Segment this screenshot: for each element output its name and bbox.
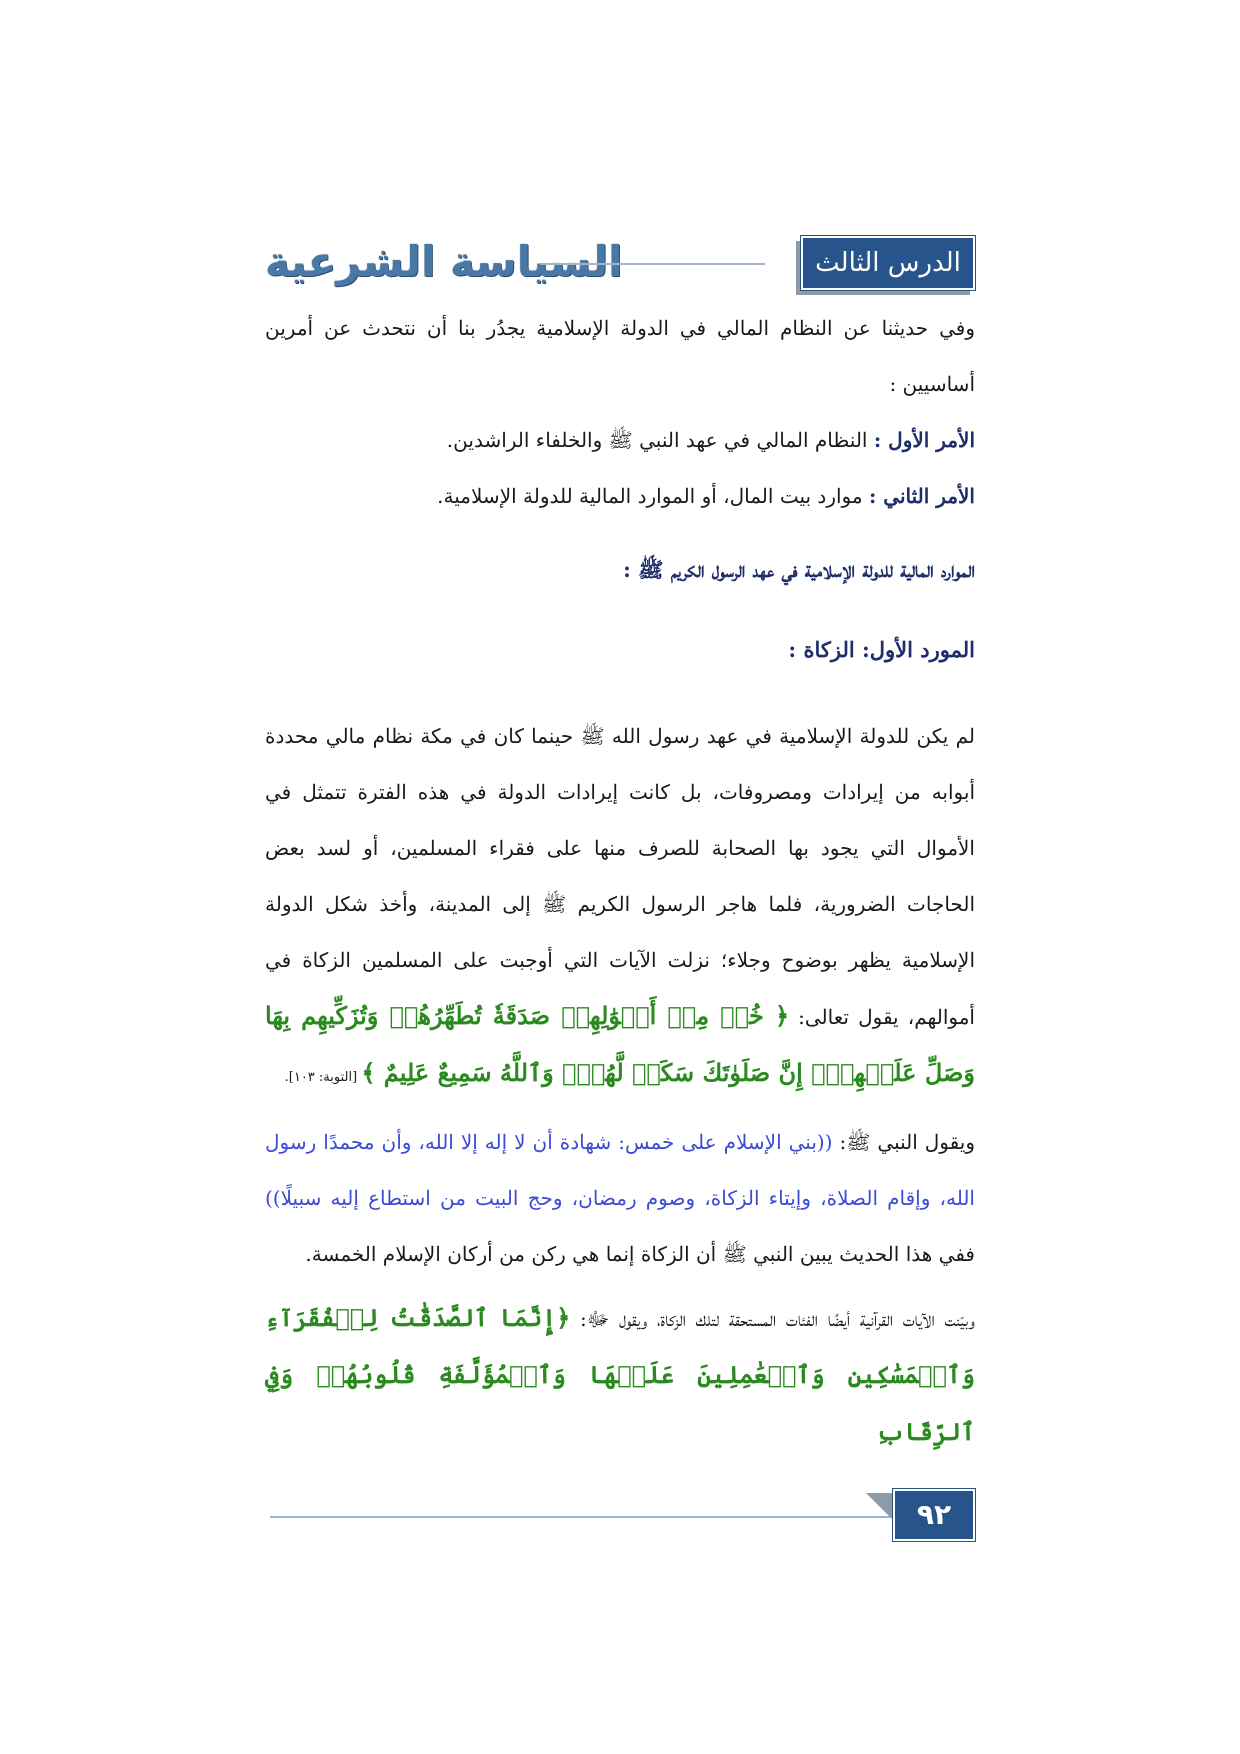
- book-title: السياسة الشرعية: [265, 237, 623, 286]
- footer-divider: [270, 1516, 890, 1518]
- zakat-paragraph: [265, 708, 975, 1106]
- header-divider: [540, 263, 765, 265]
- first-item: [265, 412, 975, 468]
- section-heading: الموارد المالية للدولة الإسلامية في عهد الرسول الكريم ﷺ :: [623, 557, 975, 582]
- first-item-text: النظام المالي في عهد النبي ﷺ والخلفاء الراشدين.: [446, 428, 874, 452]
- hadith-text: ((بني الإسلام على خمس: شهادة أن لا إله إلا الله، وأن محمدًا رسول الله، وإقام الصلاة، وإيتاء الزكاة، وصوم رمضان، وحج البيت من استطاع إليه سبيلًا)): [265, 1130, 975, 1210]
- quran-verse-sadaqat: ﴿إِنَّمَا ٱلصَّدَقَٰتُ لِلۡفُقَرَآءِ وَٱلۡمَسَٰكِينِ وَٱلۡعَٰمِلِينَ عَلَيۡهَا وَٱلۡمُؤَلَّفَةِ قُلُوبُهُمۡ وَفِي ٱلرِّقَابِ: [265, 1303, 975, 1446]
- lesson-badge: الدرس الثالث: [801, 236, 975, 290]
- page-header: [265, 234, 975, 290]
- first-item-label: الأمر الأول :: [873, 428, 975, 452]
- second-item-label: الأمر الثاني :: [868, 484, 975, 508]
- subsection-heading: المورد الأول: الزكاة :: [788, 637, 975, 662]
- page-footer: [270, 1489, 975, 1543]
- categories-text: وبيّنت الآيات القرآنية أيضًا الفئات المستحقة لتلك الزكاة، ويقول ﷻ:: [570, 1307, 976, 1331]
- page-content: [265, 300, 975, 1461]
- hadith-intro: ويقول النبي ﷺ:: [832, 1130, 975, 1154]
- verse-reference: [التوبة: ١٠٣].: [284, 1070, 362, 1085]
- hadith-commentary: ففي هذا الحديث يبين النبي ﷺ أن الزكاة إنما هي ركن من أركان الإسلام الخمسة.: [305, 1242, 975, 1266]
- second-item-text: موارد بيت المال، أو الموارد المالية للدولة الإسلامية.: [437, 484, 869, 508]
- hadith-paragraph: [265, 1114, 975, 1282]
- zakat-text: لم يكن للدولة الإسلامية في عهد رسول الله ﷺ حينما كان في مكة نظام مالي محددة أبوابه من إيرادات ومصروفات، بل كانت إيرادات الدولة في هذه الفترة تتمثل في الأموال التي يجود بها الصحابة للصرف منها على فقراء المسلمين، أو لسد بعض الحاجات الضرورية، فلما هاجر الرسول الكريم ﷺ إلى المدينة، وأخذ شكل الدولة الإسلامية يظهر بوضوح وجلاء؛ نزلت الآيات التي أوجبت على المسلمين الزكاة في أموالهم، يقول تعالى:: [265, 724, 975, 1029]
- second-item: [265, 468, 975, 524]
- categories-paragraph: [265, 1290, 975, 1461]
- quran-verse-tawbah: ﴿ خُذۡ مِنۡ أَمۡوَٰلِهِمۡ صَدَقَةٗ تُطَهِّرُهُمۡ وَتُزَكِّيهِم بِهَا وَصَلِّ عَلَيۡهِمۡۖ إِنَّ صَلَوٰتَكَ سَكَنٞ لَّهُمۡۗ وَٱللَّهُ سَمِيعٌ عَلِيمٌ ﴾: [265, 1001, 975, 1087]
- intro-paragraph: وفي حديثنا عن النظام المالي في الدولة الإسلامية يجدُر بنا أن نتحدث عن أمرين أساسيين :: [265, 316, 975, 396]
- page-number: ٩٢: [893, 1489, 975, 1541]
